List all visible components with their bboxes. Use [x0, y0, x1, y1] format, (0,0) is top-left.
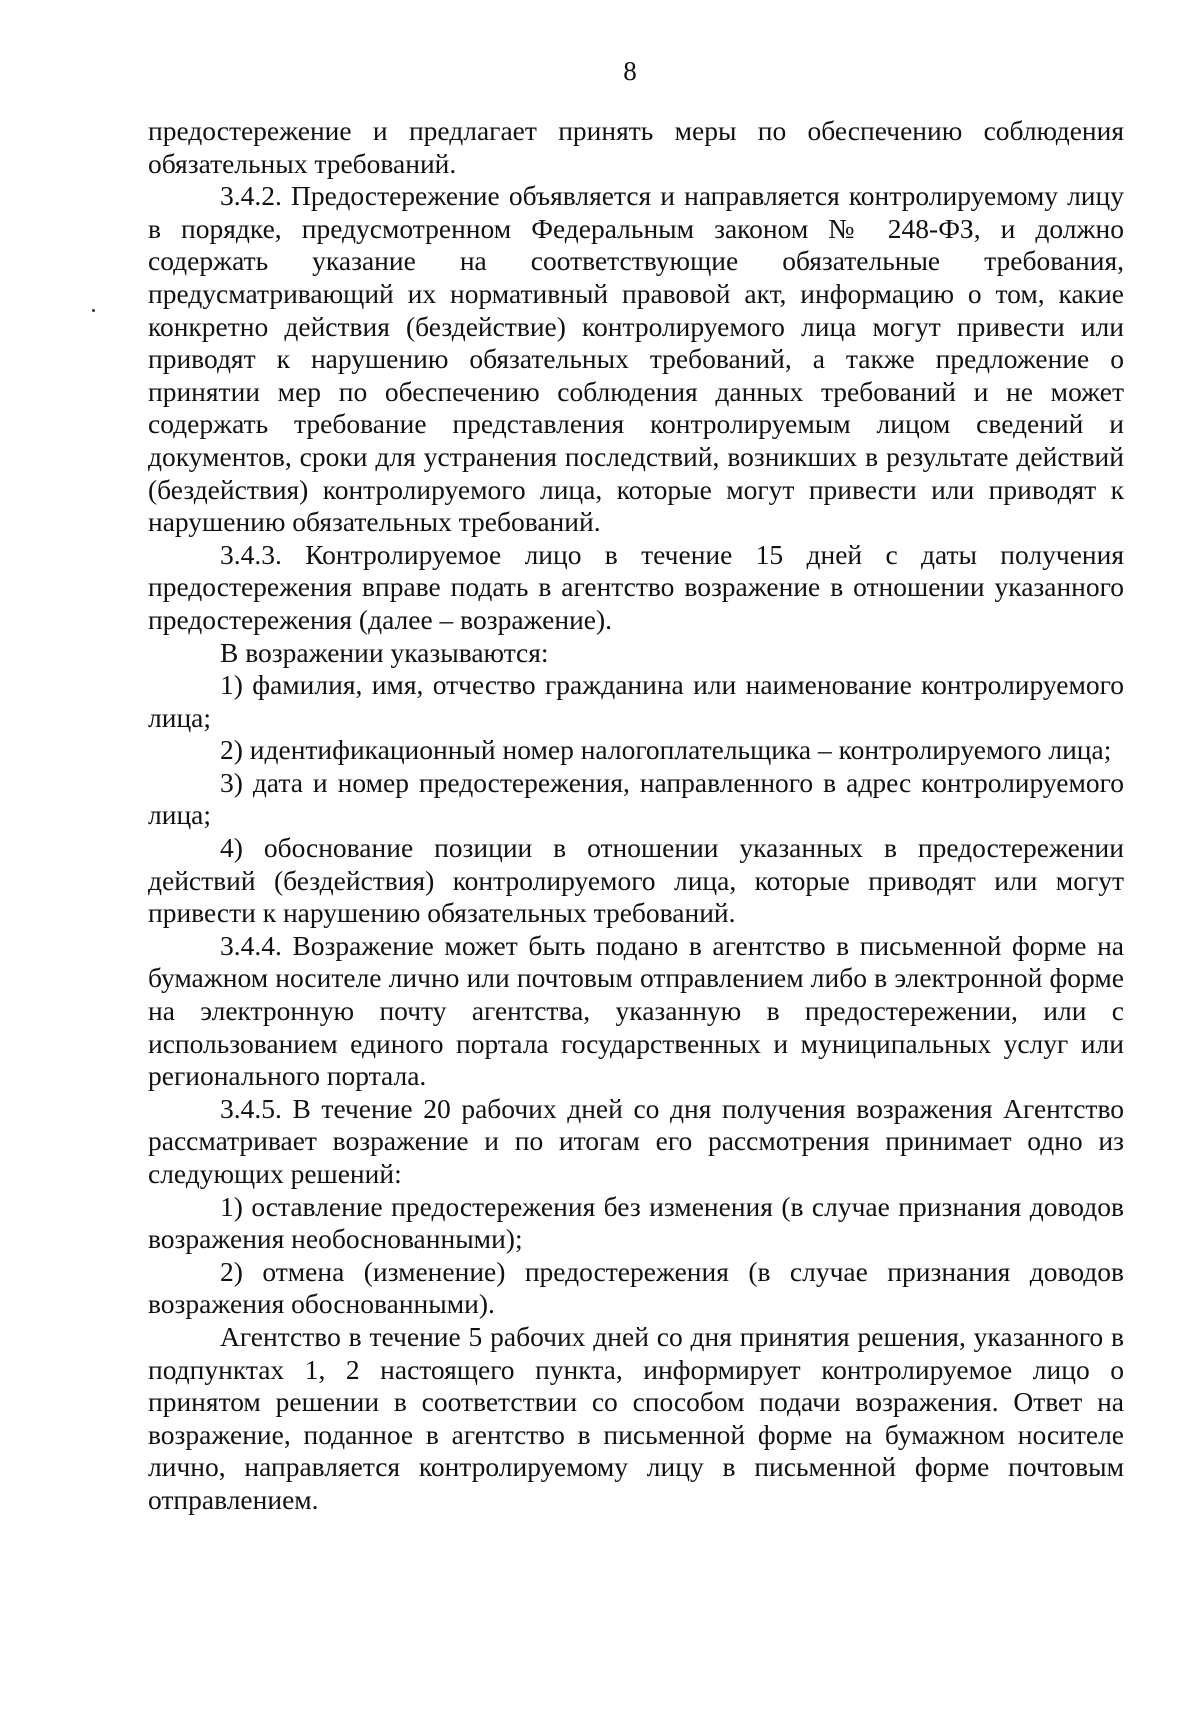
list-item-4: 4) обоснование позиции в отношении указанных в предостережении действий (бездействия) контролируемого лица, которые приводят или могут привести к нарушению обязательных требований. [148, 832, 1124, 929]
margin-mark [92, 309, 95, 312]
list-item-1: 1) фамилия, имя, отчество гражданина или наименование контролируемого лица; [148, 669, 1124, 733]
page-number: 8 [623, 56, 637, 86]
paragraph-objection-contents-intro: В возражении указываются: [220, 636, 549, 668]
paragraph-3-4-5: 3.4.5. В течение 20 рабочих дней со дня получения возражения Агентство рассматривает возражение и по итогам его рассмотрения принимает одно из следующих решений: [148, 1092, 1124, 1189]
paragraph-agency-response: Агентство в течение 5 рабочих дней со дня принятия решения, указанного в подпунктах 1, 2 настоящего пункта, информирует контролируемое лицо о принятом решении в соответствии со способом подачи возражения. Ответ на возражение, поданное в агентство в письменной форме на бумажном носителе лично, направляется контролируемому лицу в письменной форме почтовым отправлением. [148, 1320, 1124, 1515]
decision-item-1: 1) оставление предостережения без изменения (в случае признания доводов возражения необоснованными); [148, 1190, 1124, 1255]
document-body [148, 115, 1124, 1517]
decision-item-2: 2) отмена (изменение) предостережения (в случае признания доводов возражения обоснованными). [148, 1255, 1124, 1320]
list-item-2: 2) идентификационный номер налогоплательщика – контролируемого лица; [220, 734, 1112, 766]
paragraph-3-4-3: 3.4.3. Контролируемое лицо в течение 15 дней с даты получения предостережения вправе подать в агентство возражение в отношении указанного предостережения (далее – возражение). [148, 538, 1124, 635]
list-item-3: 3) дата и номер предостережения, направленного в адрес контролируемого лица; [148, 766, 1124, 831]
paragraph-3-4-4: 3.4.4. Возражение может быть подано в агентство в письменной форме на бумажном носителе лично или почтовым отправлением либо в электронной форме на электронную почту агентства, указанную в предостережении, или с использованием единого портала государственных и муниципальных услуг или регионального портала. [148, 929, 1124, 1092]
paragraph-3-4-2: 3.4.2. Предостережение объявляется и направляется контролируемому лицу в порядке, предусмотренном Федеральным законом № 248-ФЗ, и должно содержать указание на соответствующие обязательные требования, предусматривающий их нормативный правовой акт, информацию о том, какие конкретно действия (бездействие) контролируемого лица могут привести или приводят к нарушению обязательных требований, а также предложение о принятии мер по обеспечению соблюдения данных требований и не может содержать требование представления контролируемым лицом сведений и документов, сроки для устранения последствий, возникших в результате действий (бездействия) контролируемого лица, которые могут привести или приводят к нарушению обязательных требований. [148, 180, 1124, 538]
paragraph-continuation: предостережение и предлагает принять меры по обеспечению соблюдения обязательных требований. [148, 115, 1124, 179]
